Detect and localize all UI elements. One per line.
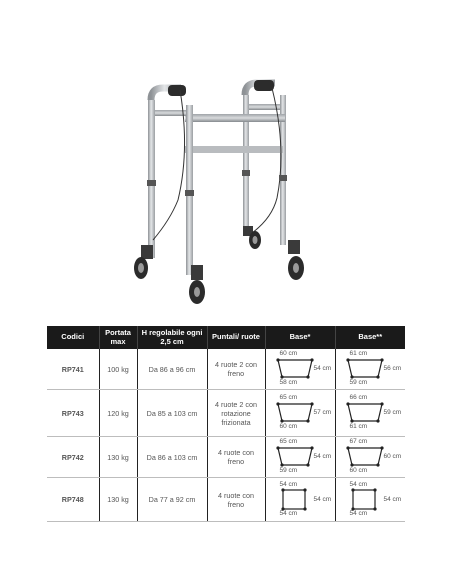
- base-depth: 54 cm: [313, 365, 332, 372]
- cell-capacity: 130 kg: [99, 478, 137, 522]
- base-diagram: [266, 480, 336, 520]
- cell-tips: 4 ruote 2 con rotazione frizionata: [207, 390, 265, 437]
- base-front-width: 65 cm: [279, 394, 298, 401]
- base-front-width: 54 cm: [349, 480, 368, 488]
- cell-capacity: 130 kg: [99, 437, 137, 478]
- base-depth: 59 cm: [383, 409, 402, 416]
- table-row: [47, 437, 405, 478]
- cell-code: RP748: [47, 478, 99, 522]
- cell-height: Da 85 a 103 cm: [137, 390, 207, 437]
- base-diagram: [336, 349, 406, 389]
- base-depth: 54 cm: [383, 495, 402, 503]
- base-front-width: 67 cm: [349, 438, 368, 445]
- cell-height: Da 77 a 92 cm: [137, 478, 207, 522]
- cell-height: Da 86 a 96 cm: [137, 349, 207, 390]
- base-front-width: 54 cm: [279, 480, 298, 488]
- cell-base-1: [265, 478, 335, 522]
- table-row: [47, 390, 405, 437]
- base-depth: 57 cm: [313, 409, 332, 416]
- header-base-1: Base*: [265, 326, 335, 349]
- base-depth: 54 cm: [313, 453, 332, 460]
- base-rear-width: 61 cm: [349, 423, 368, 430]
- table-row: [47, 478, 405, 522]
- header-height: H regolabile ogni 2,5 cm: [137, 326, 207, 349]
- header-codes: Codici: [47, 326, 99, 349]
- header-tips-wheels: Puntali/ ruote: [207, 326, 265, 349]
- cell-code: RP743: [47, 390, 99, 437]
- cell-base-1: [265, 349, 335, 390]
- base-rear-width: 59 cm: [279, 467, 298, 474]
- base-rear-width: 59 cm: [349, 379, 368, 386]
- cell-base-2: [335, 349, 405, 390]
- base-depth: 60 cm: [383, 453, 402, 460]
- base-diagram: [266, 393, 336, 433]
- cell-base-2: [335, 390, 405, 437]
- cell-base-1: [265, 390, 335, 437]
- base-rear-width: 60 cm: [279, 423, 298, 430]
- base-rear-width: 54 cm: [279, 509, 298, 517]
- base-front-width: 61 cm: [349, 350, 368, 357]
- cell-tips: 4 ruote con freno: [207, 478, 265, 522]
- cell-capacity: 120 kg: [99, 390, 137, 437]
- cell-capacity: 100 kg: [99, 349, 137, 390]
- base-rear-width: 58 cm: [279, 379, 298, 386]
- cell-code: RP741: [47, 349, 99, 390]
- base-front-width: 65 cm: [279, 438, 298, 445]
- cell-base-2: [335, 478, 405, 522]
- base-diagram: [336, 480, 406, 520]
- cell-base-2: [335, 437, 405, 478]
- product-spec-table: [47, 326, 405, 522]
- cell-tips: 4 ruote con freno: [207, 437, 265, 478]
- header-capacity: Portata max: [99, 326, 137, 349]
- cell-base-1: [265, 437, 335, 478]
- base-rear-width: 60 cm: [349, 467, 368, 474]
- cell-tips: 4 ruote 2 con freno: [207, 349, 265, 390]
- base-diagram: [266, 349, 336, 389]
- table-header-row: [47, 326, 405, 349]
- base-diagram: [336, 437, 406, 477]
- base-depth: 54 cm: [313, 495, 332, 503]
- header-base-2: Base**: [335, 326, 405, 349]
- base-rear-width: 54 cm: [349, 509, 368, 517]
- base-diagram: [336, 393, 406, 433]
- table-row: [47, 349, 405, 390]
- base-front-width: 66 cm: [349, 394, 368, 401]
- cell-height: Da 86 a 103 cm: [137, 437, 207, 478]
- base-diagram: [266, 437, 336, 477]
- cell-code: RP742: [47, 437, 99, 478]
- base-depth: 56 cm: [383, 365, 402, 372]
- base-front-width: 60 cm: [279, 350, 298, 357]
